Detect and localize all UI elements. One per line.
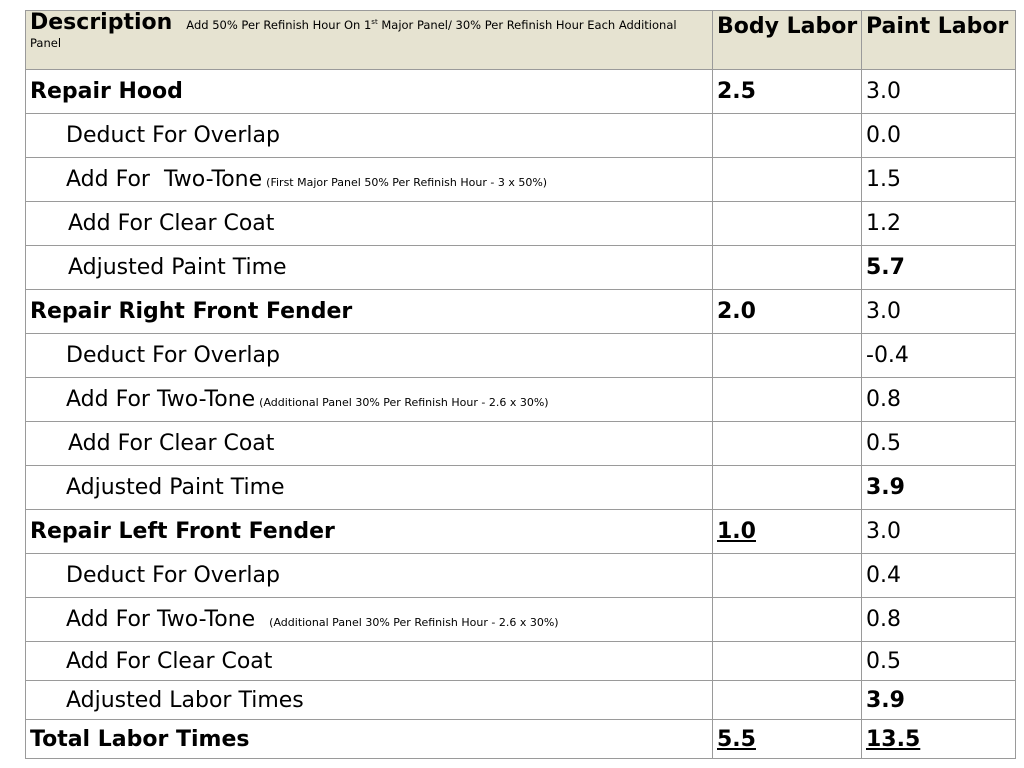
description-header (26, 11, 713, 70)
table-row (26, 158, 1016, 202)
row-body-labor: 2.0 (713, 290, 862, 334)
row-paint-labor: 0.4 (862, 554, 1016, 598)
row-description: Adjusted Labor Times (26, 681, 713, 720)
row-note: (Additional Panel 30% Per Refinish Hour - 2.6 x 30%) (269, 616, 559, 629)
row-paint-labor: 1.5 (862, 158, 1016, 202)
row-description: Add For Clear Coat (26, 422, 713, 466)
row-paint-labor: 3.0 (862, 290, 1016, 334)
table-row (26, 422, 1016, 466)
row-description: Add For Two-Tone (Additional Panel 30% Per Refinish Hour - 2.6 x 30%) (26, 598, 713, 642)
total-body-labor: 5.5 (713, 720, 862, 759)
total-row (26, 720, 1016, 759)
row-paint-labor: 3.9 (862, 466, 1016, 510)
row-body-labor (713, 378, 862, 422)
row-description: Add For Clear Coat (26, 642, 713, 681)
row-paint-labor: 0.8 (862, 598, 1016, 642)
header-row (26, 11, 1016, 70)
row-paint-labor: 3.9 (862, 681, 1016, 720)
table-row (26, 642, 1016, 681)
row-description: Adjusted Paint Time (26, 466, 713, 510)
row-body-labor: 2.5 (713, 70, 862, 114)
row-body-labor (713, 246, 862, 290)
row-paint-labor: 0.0 (862, 114, 1016, 158)
row-description: Deduct For Overlap (26, 554, 713, 598)
table-row (26, 510, 1016, 554)
row-description: Repair Hood (26, 70, 713, 114)
table-row (26, 202, 1016, 246)
row-paint-labor: 3.0 (862, 510, 1016, 554)
row-description: Add For Clear Coat (26, 202, 713, 246)
row-paint-labor: 0.8 (862, 378, 1016, 422)
row-body-labor (713, 202, 862, 246)
row-paint-labor: 0.5 (862, 642, 1016, 681)
row-paint-labor: 1.2 (862, 202, 1016, 246)
row-body-labor: 1.0 (713, 510, 862, 554)
row-body-labor (713, 642, 862, 681)
total-label: Total Labor Times (26, 720, 713, 759)
row-body-labor (713, 422, 862, 466)
row-description: Repair Right Front Fender (26, 290, 713, 334)
table-row (26, 378, 1016, 422)
row-description: Deduct For Overlap (26, 114, 713, 158)
row-description: Add For Two-Tone (Additional Panel 30% Per Refinish Hour - 2.6 x 30%) (26, 378, 713, 422)
row-note: (Additional Panel 30% Per Refinish Hour - 2.6 x 30%) (259, 396, 549, 409)
table-row (26, 598, 1016, 642)
table-row (26, 554, 1016, 598)
row-paint-labor: 5.7 (862, 246, 1016, 290)
row-body-labor (713, 114, 862, 158)
table-row (26, 114, 1016, 158)
paint-labor-header: Paint Labor (862, 11, 1016, 70)
table-row (26, 681, 1016, 720)
row-body-labor (713, 466, 862, 510)
row-note: (First Major Panel 50% Per Refinish Hour - 3 x 50%) (266, 176, 548, 189)
row-description: Repair Left Front Fender (26, 510, 713, 554)
row-body-labor (713, 598, 862, 642)
total-paint-labor: 13.5 (862, 720, 1016, 759)
row-paint-labor: -0.4 (862, 334, 1016, 378)
table-row (26, 334, 1016, 378)
row-description: Add For Two-Tone (First Major Panel 50% Per Refinish Hour - 3 x 50%) (26, 158, 713, 202)
row-body-labor (713, 158, 862, 202)
table-row (26, 246, 1016, 290)
body-labor-header: Body Labor (713, 11, 862, 70)
table-row (26, 70, 1016, 114)
row-body-labor (713, 681, 862, 720)
labor-table (25, 10, 1016, 759)
row-body-labor (713, 334, 862, 378)
row-paint-labor: 0.5 (862, 422, 1016, 466)
table-row (26, 466, 1016, 510)
description-title: Description (30, 10, 173, 35)
row-description: Deduct For Overlap (26, 334, 713, 378)
row-body-labor (713, 554, 862, 598)
row-description: Adjusted Paint Time (26, 246, 713, 290)
row-paint-labor: 3.0 (862, 70, 1016, 114)
table-row (26, 290, 1016, 334)
header-note: Add 50% Per Refinish Hour On 1st Major Panel/ 30% Per Refinish Hour Each Additional Panel (30, 17, 677, 50)
